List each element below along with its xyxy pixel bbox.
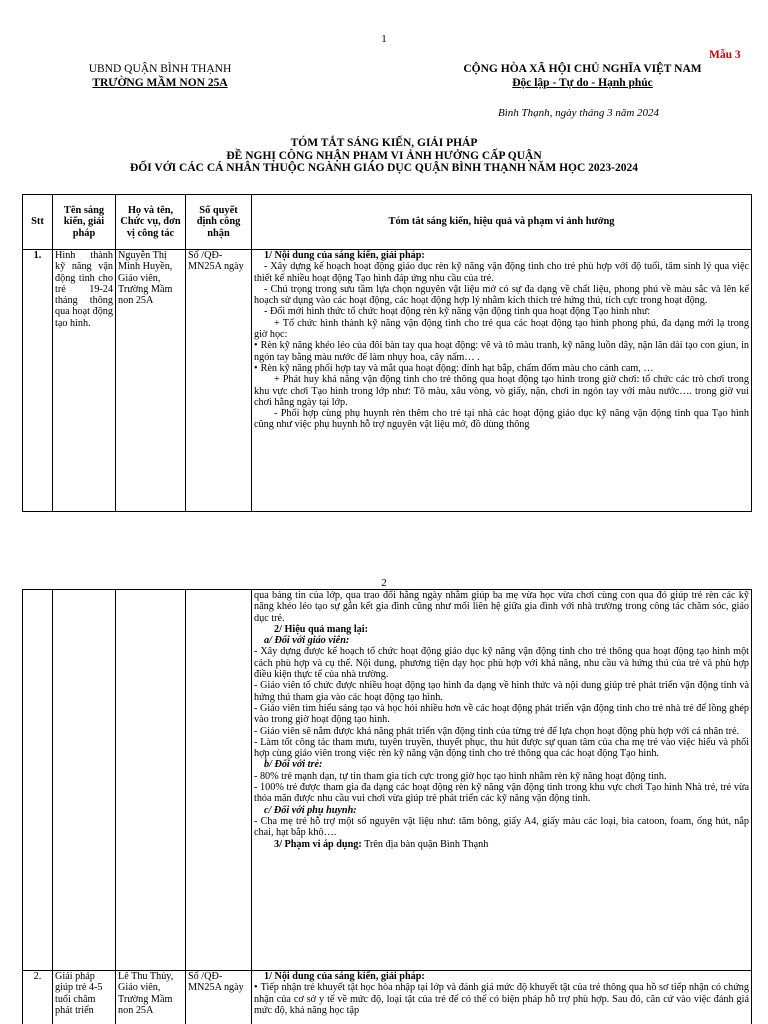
teacher-item: - Giáo viên tìm hiểu sáng tạo và học hỏi nhiều hơn về các hoạt động phát triển vận động tinh cho trẻ nhà trẻ để lồng ghép vào trong giờ hoạt động tạo hình. [254, 702, 749, 726]
row-summary [252, 971, 752, 1024]
parent-item: - Cha mẹ trẻ hỗ trợ một số nguyên vật liệu như: tăm bông, giấy A4, giấy màu các loại, bìa catoon, foam, ống hút, nắp chai, hạt bắp khô…. [254, 815, 749, 839]
table-row [23, 971, 752, 1024]
row-decision: Số /QĐ-MN25A ngày [186, 971, 252, 1024]
child-item: - 100% trẻ được tham gia đa dạng các hoạt động rèn kỹ năng vận động tinh trong khu vực chơi Tạo hình Nhà trẻ, trẻ vừa thỏa mãn được nhu cầu vui chơi vừa giúp trẻ phát triển các kỹ năng vận động tinh. [254, 782, 749, 805]
header-person: Họ và tên, Chức vụ, đơn vị công tác [116, 195, 186, 250]
summary-bullet [254, 340, 749, 363]
title-line-1: TÓM TẮT SÁNG KIẾN, GIẢI PHÁP [290, 137, 478, 149]
nation-line-1: CỘNG HÒA XÃ HỘI CHỦ NGHĨA VIỆT NAM [463, 63, 702, 75]
row-summary [252, 590, 752, 971]
row-initiative-name: Giải pháp giúp trẻ 4-5 tuổi chăm phát triển [53, 971, 116, 1024]
table-page-1 [22, 194, 752, 512]
teacher-heading: a/ Đối với giáo viên: [264, 635, 350, 647]
row-person [116, 590, 186, 971]
parent-heading: c/ Đối với phụ huynh: [264, 804, 357, 816]
teacher-item: - Làm tốt công tác tham mưu, tuyên truyền, thuyết phục, thu hút được sự quan tâm của cha mẹ trẻ vào việc hiểu và phối hợp cùng giáo viên trong việc rèn kỹ năng vận động tinh cho trẻ thông qua các hoạt động Tạo hình. [254, 736, 749, 760]
nation-header [430, 62, 735, 90]
page-number: 2 [381, 577, 387, 589]
table-row [23, 250, 752, 512]
header-decision: Số quyết định công nhận [186, 195, 252, 250]
summary-bullet [254, 982, 749, 1016]
row-person: Lê Thu Thủy, Giáo viên, Trường Mầm non 25A [116, 971, 186, 1024]
header-summary: Tóm tắt sáng kiến, hiệu quả và phạm vi ảnh hưởng [252, 195, 752, 250]
summary-bullet-text: Rèn kỹ năng khéo léo của đôi bàn tay qua hoạt động: vẽ và tô màu tranh, kỹ năng luồn dây, nặn lăn dài tạo con giun, in ngón tay bằng màu nước để làm nhụy hoa, cây nấm… . [254, 340, 749, 363]
child-item: - 80% trẻ mạnh dạn, tự tin tham gia tích cực trong giờ học tạo hình nhằm rèn kỹ năng hoạt động tinh. [254, 770, 667, 782]
summary-bullet-text: Rèn kỹ năng phối hợp tay và mắt qua hoạt động: đính hạt bắp, chấm đốm màu cho cánh cam, … [260, 362, 654, 374]
summary-paragraph: - Phối hợp cùng phụ huynh rèn thêm cho trẻ tại nhà các hoạt động giáo dục kỹ năng vận động tinh qua Tạo hình cũng như việc phụ huynh hỗ trợ nguyên vật liệu mở, đồ dùng thông [254, 408, 749, 431]
row-initiative-name: Hình thành kỹ năng vận động tinh cho trẻ 19-24 tháng thông qua hoạt động tạo hình. [53, 250, 116, 512]
teacher-item: - Xây dựng được kế hoạch tổ chức hoạt động giáo dục kỹ năng vận động tinh cho trẻ thông qua hoạt động tạo hình một cách phù hợp và cụ thể. Nội dung, phương tiện dạy học phù hợp với khả năng, nhu cầu và hứng thú của trẻ và phù hợp điều kiện thực tế của nhà trường. [254, 646, 749, 681]
header-name: Tên sáng kiến, giải pháp [53, 195, 116, 250]
place-date: Bình Thạnh, ngày tháng 3 năm 2024 [498, 107, 660, 119]
table-header-row [23, 195, 752, 250]
summary-heading: 1/ Nội dung của sáng kiến, giải pháp: [264, 250, 425, 261]
row-summary [252, 250, 752, 512]
row-initiative-name [53, 590, 116, 971]
row-stt [23, 590, 53, 971]
row-decision: Số /QĐ-MN25A ngày [186, 250, 252, 512]
summary-paragraph: + Tổ chức hình thành kỹ năng vận động tinh cho trẻ qua các hoạt động tạo hình phong phú, đa dạng mới lạ trong giờ học: [254, 317, 749, 341]
summary-paragraph: - Xây dựng kế hoạch hoạt động giáo dục rèn kỹ năng vận động tinh cho trẻ phù hợp với độ tuổi, tâm sinh lý qua việc thiết kế nhiều hoạt động Tạo hình đáp ứng nhu cầu của trẻ. [254, 261, 749, 284]
teacher-item: - Giáo viên sẽ nắm được khả năng phát triển vận động tinh của từng trẻ để lựa chọn hoạt động phù hợp với cá nhân trẻ. [254, 725, 740, 737]
row-decision [186, 590, 252, 971]
summary-heading: 1/ Nội dung của sáng kiến, giải pháp: [264, 971, 425, 982]
summary-paragraph: - Đổi mới hình thức tổ chức hoạt động rèn kỹ năng vận động tinh qua hoạt động Tạo hình như: [264, 306, 651, 318]
scope-line [254, 839, 749, 850]
document-title [0, 137, 768, 175]
summary-bullet [254, 363, 749, 374]
teacher-item: - Giáo viên tổ chức được nhiều hoạt động tạo hình đa dạng về hình thức và nội dung giúp trẻ phát triển vận động tinh và hứng thú tham gia vào các hoạt động tạo hình. [254, 680, 749, 703]
effect-heading: 2/ Hiệu quả mang lại: [274, 623, 368, 635]
row-person: Nguyễn Thị Minh Huyền, Giáo viên, Trường Mầm non 25A [116, 250, 186, 512]
child-heading: b/ Đối với trẻ: [264, 759, 323, 771]
org-line-1: UBND QUẬN BÌNH THẠNH [88, 63, 232, 75]
row-stt: 1. [23, 250, 53, 512]
scope-text: Trên địa bàn quận Bình Thạnh [361, 838, 489, 850]
summary-paragraph: - Chú trọng trong sưu tầm lựa chọn nguyên vật liệu mở có sự đa dạng về chất liệu, phong phú về màu sắc và lên kế hoạch sử dụng vào các hoạt động, các hoạt động hợp lý nhằm kích thích trẻ hứng thú, tích cực trong hoạt động. [254, 283, 749, 307]
page-number: 1 [381, 33, 387, 45]
header-stt: Stt [23, 195, 53, 250]
form-code: Mẫu 3 [709, 49, 741, 61]
org-name [60, 62, 260, 90]
org-line-2: TRƯỜNG MẦM NON 25A [92, 77, 228, 89]
summary-bullet-text: Tiếp nhận trẻ khuyết tật học hòa nhập tại lớp và đánh giá mức độ khuyết tật của trẻ thông qua hồ sơ tiếp nhận có chứng nhận của cơ sở y tế về mức độ, loại tật của trẻ để có thể có biện pháp hỗ trợ phù hợp. Sau đó, căn cứ vào việc đánh giá mức độ, khả năng học tập [254, 982, 749, 1016]
table-row [23, 590, 752, 971]
scope-label: 3/ Phạm vi áp dụng: [274, 838, 362, 850]
table-page-2 [22, 589, 752, 1024]
title-line-2: ĐỀ NGHỊ CÔNG NHẬN PHẠM VI ẢNH HƯỞNG CẤP QUẬN [226, 149, 542, 162]
nation-line-2: Độc lập - Tự do - Hạnh phúc [512, 77, 653, 89]
title-line-3: ĐỐI VỚI CÁC CÁ NHÂN THUỘC NGÀNH GIÁO DỤC QUẬN BÌNH THẠNH NĂM HỌC 2023-2024 [130, 162, 638, 174]
summary-paragraph: + Phát huy khả năng vận động tinh cho trẻ thông qua hoạt động tạo hình trong giờ chơi: tổ chức các trò chơi trong khu vực chơi Tạo hình trong lớp như: Tô màu, xâu vòng, vò giấy, nặn, chơi in ngón tay với màu nước…. trong giờ vui chơi hằng ngày tại lớp. [254, 374, 749, 408]
summary-paragraph: qua bảng tin của lớp, qua trao đổi hằng ngày nhằm giúp ba mẹ vừa học vừa chơi cùng con qua đó giúp trẻ rèn các kỹ năng khéo léo tạo sự gắn kết gia đình cũng như mối liên hệ giữa gia đình với nhà trường trong công tác chăm sóc, giáo dục trẻ. [254, 590, 749, 624]
row-stt: 2. [23, 971, 53, 1024]
